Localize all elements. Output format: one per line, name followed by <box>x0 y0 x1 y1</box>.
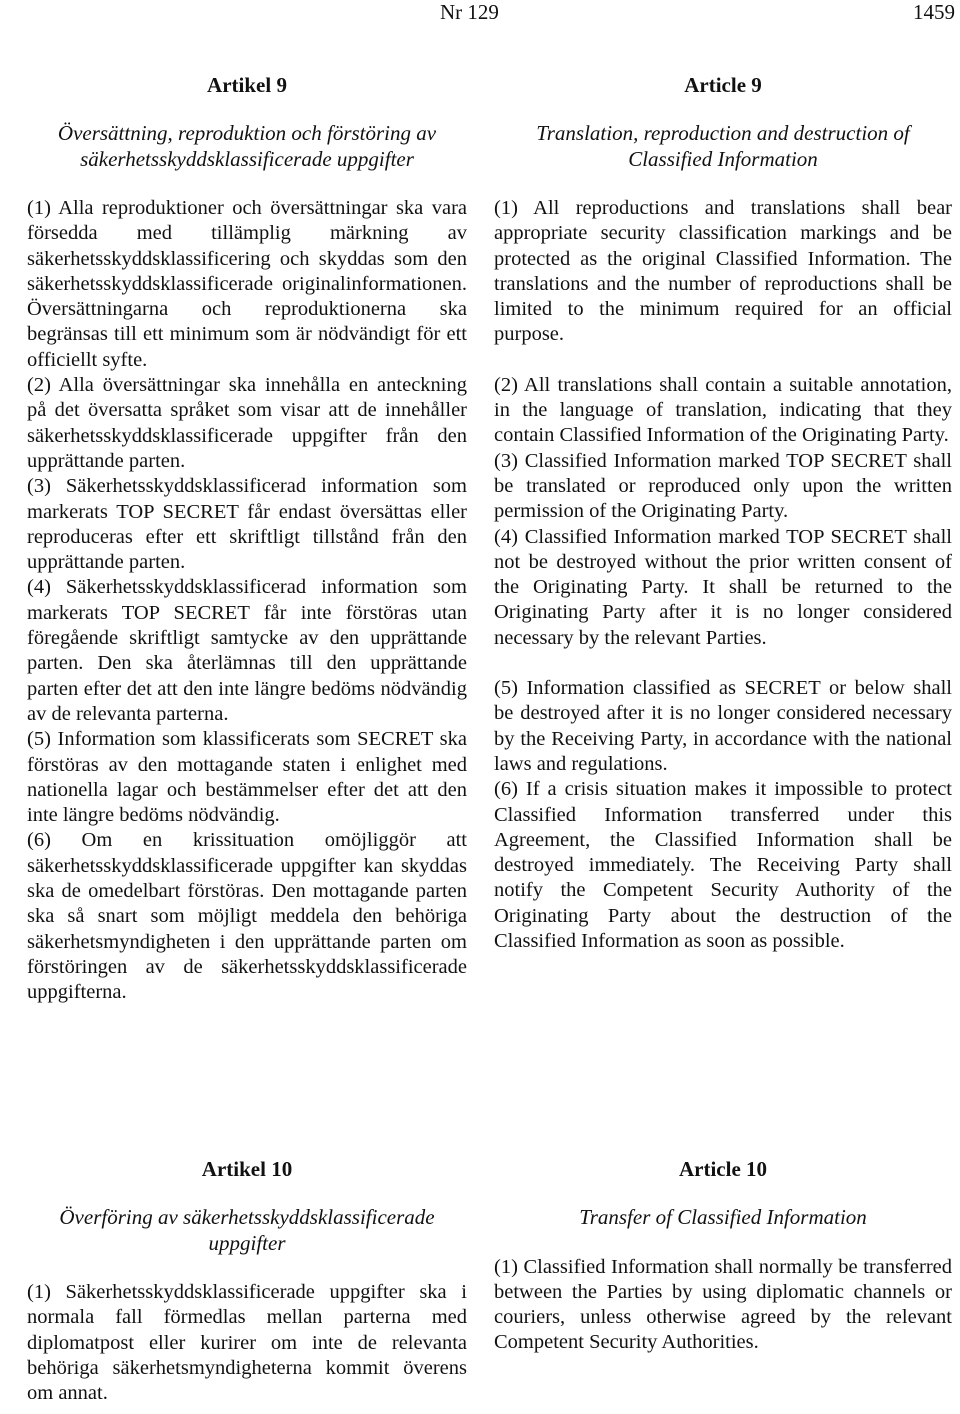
article-subtitle: Translation, reproduction and destruction of Classified Information <box>536 121 910 171</box>
article-10-swedish <box>27 1156 467 1406</box>
paragraph-6: (6) Om en krissituation omöjliggör att säkerhetsskyddsklassificerade uppgifter kan skyddas ska de omedelbart förstöras. Den mottagande parten ska så snart som möjligt meddela den behöriga säkerhetsmyndigheten i den upprättande parten om förstöringen av de säkerhetsskyddsklassificerade uppgifterna. <box>27 829 467 1004</box>
paragraph-1: (1) All reproductions and translations shall bear appropriate security classification markings and be protected as the original Classified Information. The translations and the number of reproductions shall be limited to the minimum required for an official purpose. <box>494 197 952 346</box>
article-title: Artikel 10 <box>201 1157 293 1181</box>
article-subtitle: Överföring av säkerhetsskyddsklassificerade uppgifter <box>59 1205 435 1255</box>
paragraph-6: (6) If a crisis situation makes it impossible to protect Classified Information transferred under this Agreement, the Classified Information shall be destroyed immediately. The Receiving Party shall notify the Competent Security Authority of the Originating Party about the destruction of the Classified Information as soon as possible. <box>494 778 952 953</box>
page-header <box>0 0 960 30</box>
paragraph-1: (1) Säkerhetsskyddsklassificerade uppgifter ska i normala fall förmedlas mellan parterna med diplomatpost eller kurirer om inte de relevanta behöriga säkerhetsmyndigheterna kommit överens om annat. <box>27 1281 467 1405</box>
issue-number: Nr 129 <box>440 0 499 24</box>
page-number: 1459 <box>913 0 955 24</box>
paragraph-4: (4) Classified Information marked TOP SECRET shall not be destroyed without the prior written consent of the Originating Party. It shall be returned to the Originating Party after it is no longer considered necessary by the relevant Parties. <box>494 525 952 649</box>
paragraph-2: (2) All translations shall contain a suitable annotation, in the language of translation, indicating that they contain Classified Information of the Originating Party. <box>494 373 952 447</box>
article-subtitle: Transfer of Classified Information <box>579 1205 867 1229</box>
paragraph-1: (1) Alla reproduktioner och översättningar ska vara försedda med tillämplig märkning av säkerhetsskyddsklassificering och skyddas som den säkerhetsskyddsklassificerade originalinformationen. Översättningarna och reproduktionerna ska begränsas till ett minimum som är nödvändigt för ett officiellt syfte. <box>27 197 467 371</box>
paragraph-2: (2) Alla översättningar ska innehålla en anteckning på det översatta språket som visar att de innehåller säkerhetsskyddsklassificerade uppgifter från den upprättande parten. <box>27 374 467 472</box>
paragraph-4: (4) Säkerhetsskyddsklassificerad information som markerats TOP SECRET får inte förstöras utan föregående skriftligt samtycke av den upprättande parten. Den ska återlämnas till den upprättande parten efter det att den inte längre bedöms nödvändig av de relevanta parterna. <box>27 576 467 725</box>
article-subtitle: Översättning, reproduktion och förstöring av säkerhetsskyddsklassificerade uppgifter <box>57 121 437 171</box>
article-title: Artikel 9 <box>207 73 287 97</box>
article-9-swedish <box>27 72 467 1006</box>
paragraph-3: (3) Classified Information marked TOP SECRET shall be translated or reproduced only upon the written permission of the Originating Party. <box>494 449 952 523</box>
article-title: Article 10 <box>678 1157 768 1181</box>
article-10-english <box>494 1156 952 1356</box>
paragraph-5: (5) Information som klassificerats som SECRET ska förstöras av den mottagande staten i enlighet med nationella lagar och bestämmelser efter det att den inte längre bedöms nödvändig. <box>27 728 467 827</box>
article-title: Article 9 <box>684 73 762 97</box>
article-9-english <box>494 72 952 954</box>
paragraph-5: (5) Information classified as SECRET or below shall be destroyed after it is no longer considered necessary by the Receiving Party, in accordance with the national laws and regulations. <box>494 677 952 775</box>
paragraph-1: (1) Classified Information shall normally be transferred between the Parties by using diplomatic channels or couriers, unless otherwise agreed by the relevant Competent Security Authorities. <box>494 1255 952 1354</box>
paragraph-3: (3) Säkerhetsskyddsklassificerad information som markerats TOP SECRET får endast översättas eller reproduceras efter ett skriftligt tillstånd från den upprättande parten. <box>27 475 467 574</box>
